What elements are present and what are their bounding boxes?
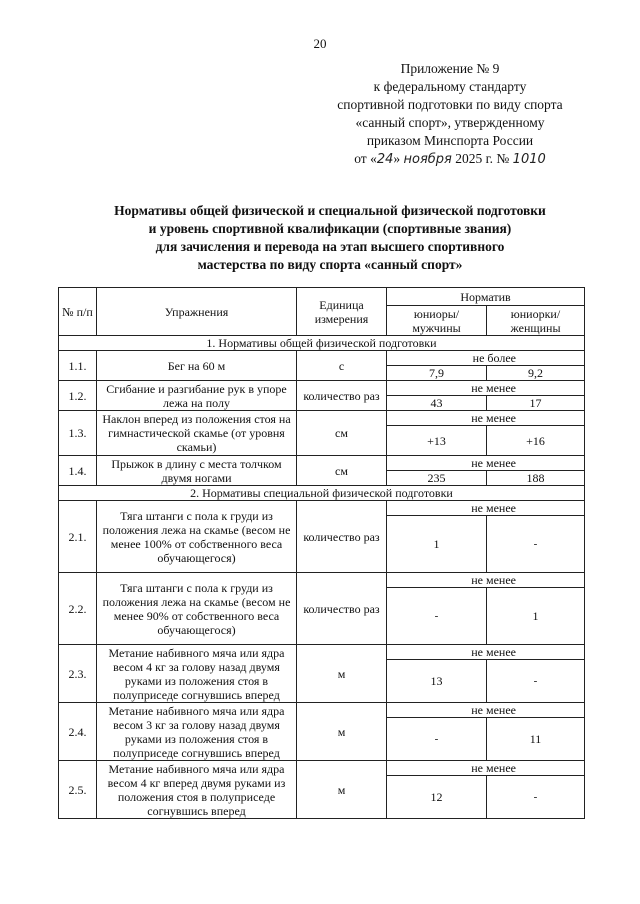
row-men-value: 12 [387,776,487,819]
row-men-value: +13 [387,426,487,456]
table-row [59,351,585,366]
section-row [59,486,585,501]
row-men-value: 13 [387,660,487,703]
row-exercise: Бег на 60 м [97,351,297,381]
date-mid: » [393,151,404,166]
title-line: для зачисления и перевода на этап высшего спортивного [155,239,505,254]
row-unit: м [297,761,387,819]
row-exercise: Метание набивного мяча или ядра весом 3 кг за голову назад двумя руками из положения стоя в полуприседе согнувшись вперед [97,703,297,761]
row-men-value: 43 [387,396,487,411]
row-men-value: 1 [387,516,487,573]
document-title [70,202,590,274]
row-unit: количество раз [297,381,387,411]
table-row [59,501,585,516]
row-men-value: - [387,588,487,645]
row-unit: количество раз [297,501,387,573]
header-norm: Норматив [387,288,585,306]
row-condition: не менее [387,573,585,588]
row-women-value: - [487,776,585,819]
header-num: № п/п [59,288,97,336]
row-condition: не менее [387,456,585,471]
header-row [59,288,585,306]
title-line: Нормативы общей физической и специальной физической подготовки [114,203,546,218]
row-condition: не более [387,351,585,366]
row-unit: см [297,456,387,486]
row-men-value: - [387,718,487,761]
table-row [59,381,585,396]
row-exercise: Тяга штанги с пола к груди из положения лежа на скамье (весом не менее 90% от собственного веса обучающегося) [97,573,297,645]
table-row [59,645,585,660]
standards-table [58,287,585,819]
row-women-value: +16 [487,426,585,456]
row-exercise: Метание набивного мяча или ядра весом 4 кг вперед двумя руками из положения стоя в полуприседе согнувшись вперед [97,761,297,819]
table-row [59,703,585,718]
header-women: юниорки/ женщины [487,306,585,336]
order-date-line [300,150,600,169]
title-line: мастерства по виду спорта «санный спорт» [197,257,463,272]
appendix-line: приказом Минспорта России [366,133,534,148]
year-text: 2025 г. № [451,151,513,166]
row-exercise: Наклон вперед из положения стоя на гимнастической скамье (от уровня скамьи) [97,411,297,456]
row-women-value: 1 [487,588,585,645]
row-condition: не менее [387,703,585,718]
row-women-value: 188 [487,471,585,486]
row-exercise: Метание набивного мяча или ядра весом 4 кг за голову назад двумя руками из положения стоя в полуприседе согнувшись вперед [97,645,297,703]
row-num: 1.2. [59,381,97,411]
row-women-value: - [487,660,585,703]
row-unit: м [297,703,387,761]
row-num: 2.5. [59,761,97,819]
row-unit: количество раз [297,573,387,645]
row-num: 1.3. [59,411,97,456]
table-row [59,573,585,588]
title-line: и уровень спортивной квалификации (спортивные звания) [148,221,512,236]
section-title: 1. Нормативы общей физической подготовки [59,336,585,351]
row-condition: не менее [387,501,585,516]
row-condition: не менее [387,645,585,660]
header-exercise: Упражнения [97,288,297,336]
row-condition: не менее [387,381,585,396]
row-exercise: Сгибание и разгибание рук в упоре лежа на полу [97,381,297,411]
header-unit: Единица измерения [297,288,387,336]
row-women-value: - [487,516,585,573]
row-women-value: 9,2 [487,366,585,381]
row-unit: см [297,411,387,456]
row-num: 1.1. [59,351,97,381]
row-num: 2.2. [59,573,97,645]
row-condition: не менее [387,411,585,426]
table-row [59,456,585,471]
table-row [59,761,585,776]
appendix-line: Приложение № 9 [400,61,500,76]
row-num: 2.4. [59,703,97,761]
handwritten-day: 24 [376,152,394,167]
row-men-value: 7,9 [387,366,487,381]
row-condition: не менее [387,761,585,776]
appendix-line: «санный спорт», утвержденному [355,115,545,130]
appendix-line: спортивной подготовки по виду спорта [337,97,563,112]
section-row [59,336,585,351]
row-num: 1.4. [59,456,97,486]
row-women-value: 17 [487,396,585,411]
date-prefix: от « [354,151,377,166]
row-num: 2.1. [59,501,97,573]
handwritten-order-number: 1010 [512,152,546,167]
row-num: 2.3. [59,645,97,703]
row-men-value: 235 [387,471,487,486]
table-row [59,411,585,426]
row-exercise: Тяга штанги с пола к груди из положения лежа на скамье (весом не менее 100% от собственного веса обучающегося) [97,501,297,573]
handwritten-month: ноября [403,152,452,167]
appendix-block [300,60,600,169]
appendix-line: к федеральному стандарту [373,79,527,94]
row-women-value: 11 [487,718,585,761]
row-unit: с [297,351,387,381]
page-number: 20 [313,36,327,51]
header-men: юниоры/ мужчины [387,306,487,336]
section-title: 2. Нормативы специальной физической подготовки [59,486,585,501]
row-exercise: Прыжок в длину с места толчком двумя ногами [97,456,297,486]
row-unit: м [297,645,387,703]
